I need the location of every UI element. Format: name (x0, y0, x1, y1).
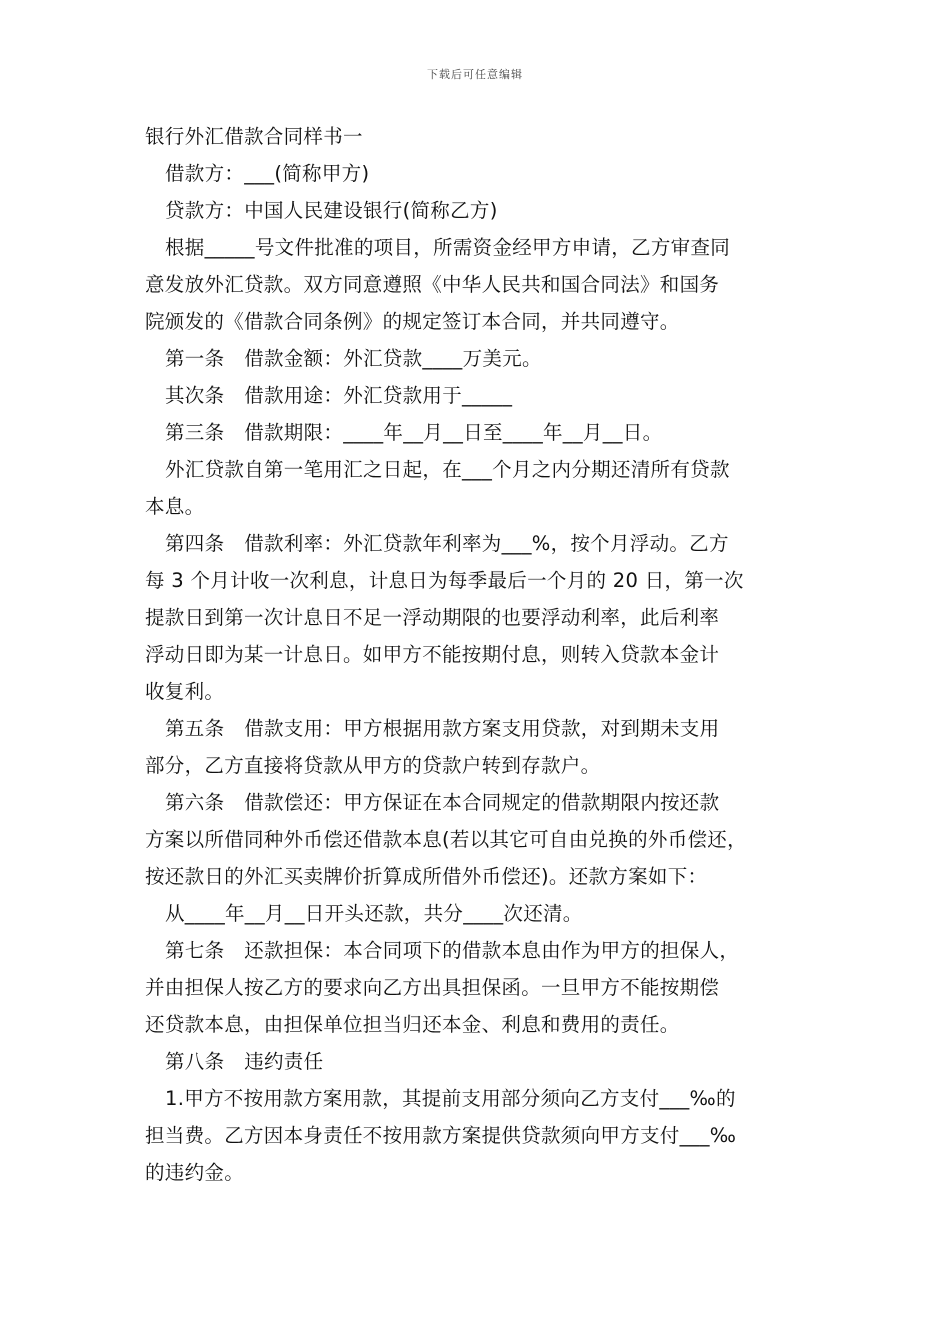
document-line: 第八条 违约责任 (165, 1050, 324, 1073)
document-line: 贷款方：中国人民建设银行(简称乙方) (165, 199, 498, 222)
document-body (145, 118, 809, 1191)
document-title: 银行外汇借款合同样书一 (145, 125, 363, 148)
document-line: 按还款日的外汇买卖牌价折算成所借外币偿还)。还款方案如下： (145, 865, 708, 888)
document-line: 外汇贷款自第一笔用汇之日起，在___个月之内分期还清所有贷款 (165, 458, 730, 481)
document-line: 借款方：___(简称甲方) (165, 162, 370, 185)
document-line: 1.甲方不按用款方案用款，其提前支用部分须向乙方支付___‰的 (165, 1087, 736, 1110)
document-line: 还贷款本息，由担保单位担当归还本金、利息和费用的责任。 (145, 1013, 680, 1036)
document-lines (145, 155, 809, 1191)
document-line: 第六条 借款偿还：甲方保证在本合同规定的借款期限内按还款 (165, 791, 720, 814)
document-line: 第七条 还款担保：本合同项下的借款本息由作为甲方的担保人， (165, 939, 740, 962)
document-line: 收复利。 (145, 680, 225, 703)
document-line: 每 3 个月计收一次利息，计息日为每季最后一个月的 20 日，第一次 (145, 569, 744, 592)
header-note: 下载后可任意编辑 (427, 68, 523, 81)
document-line: 第一条 借款金额：外汇贷款____万美元。 (165, 347, 542, 370)
document-line: 从____年__月__日开头还款，共分____次还清。 (165, 902, 583, 925)
document-line: 提款日到第一次计息日不足一浮动期限的也要浮动利率，此后利率 (145, 606, 720, 629)
document-line: 院颁发的《借款合同条例》的规定签订本合同，并共同遵守。 (145, 310, 680, 333)
document-line: 根据_____号文件批准的项目，所需资金经甲方申请，乙方审查同 (165, 236, 731, 259)
document-line: 本息。 (145, 495, 205, 518)
document-line: 第三条 借款期限：____年__月__日至____年__月__日。 (165, 421, 663, 444)
document-line: 方案以所借同种外币偿还借款本息(若以其它可自由兑换的外币偿还， (145, 828, 747, 851)
document-line: 部分，乙方直接将贷款从甲方的贷款户转到存款户。 (145, 754, 601, 777)
document-line: 的违约金。 (145, 1161, 245, 1184)
document-line: 担当费。乙方因本身责任不按用款方案提供贷款须向甲方支付___‰ (145, 1124, 737, 1147)
document-line: 并由担保人按乙方的要求向乙方出具担保函。一旦甲方不能按期偿 (145, 976, 720, 999)
document-line: 第五条 借款支用：甲方根据用款方案支用贷款，对到期未支用 (165, 717, 720, 740)
document-line: 其次条 借款用途：外汇贷款用于_____ (165, 384, 513, 407)
document-line: 意发放外汇贷款。双方同意遵照《中华人民共和国合同法》和国务 (145, 273, 720, 296)
document-line: 第四条 借款利率：外汇贷款年利率为___%，按个月浮动。乙方 (165, 532, 729, 555)
document-line: 浮动日即为某一计息日。如甲方不能按期付息，则转入贷款本金计 (145, 643, 720, 666)
